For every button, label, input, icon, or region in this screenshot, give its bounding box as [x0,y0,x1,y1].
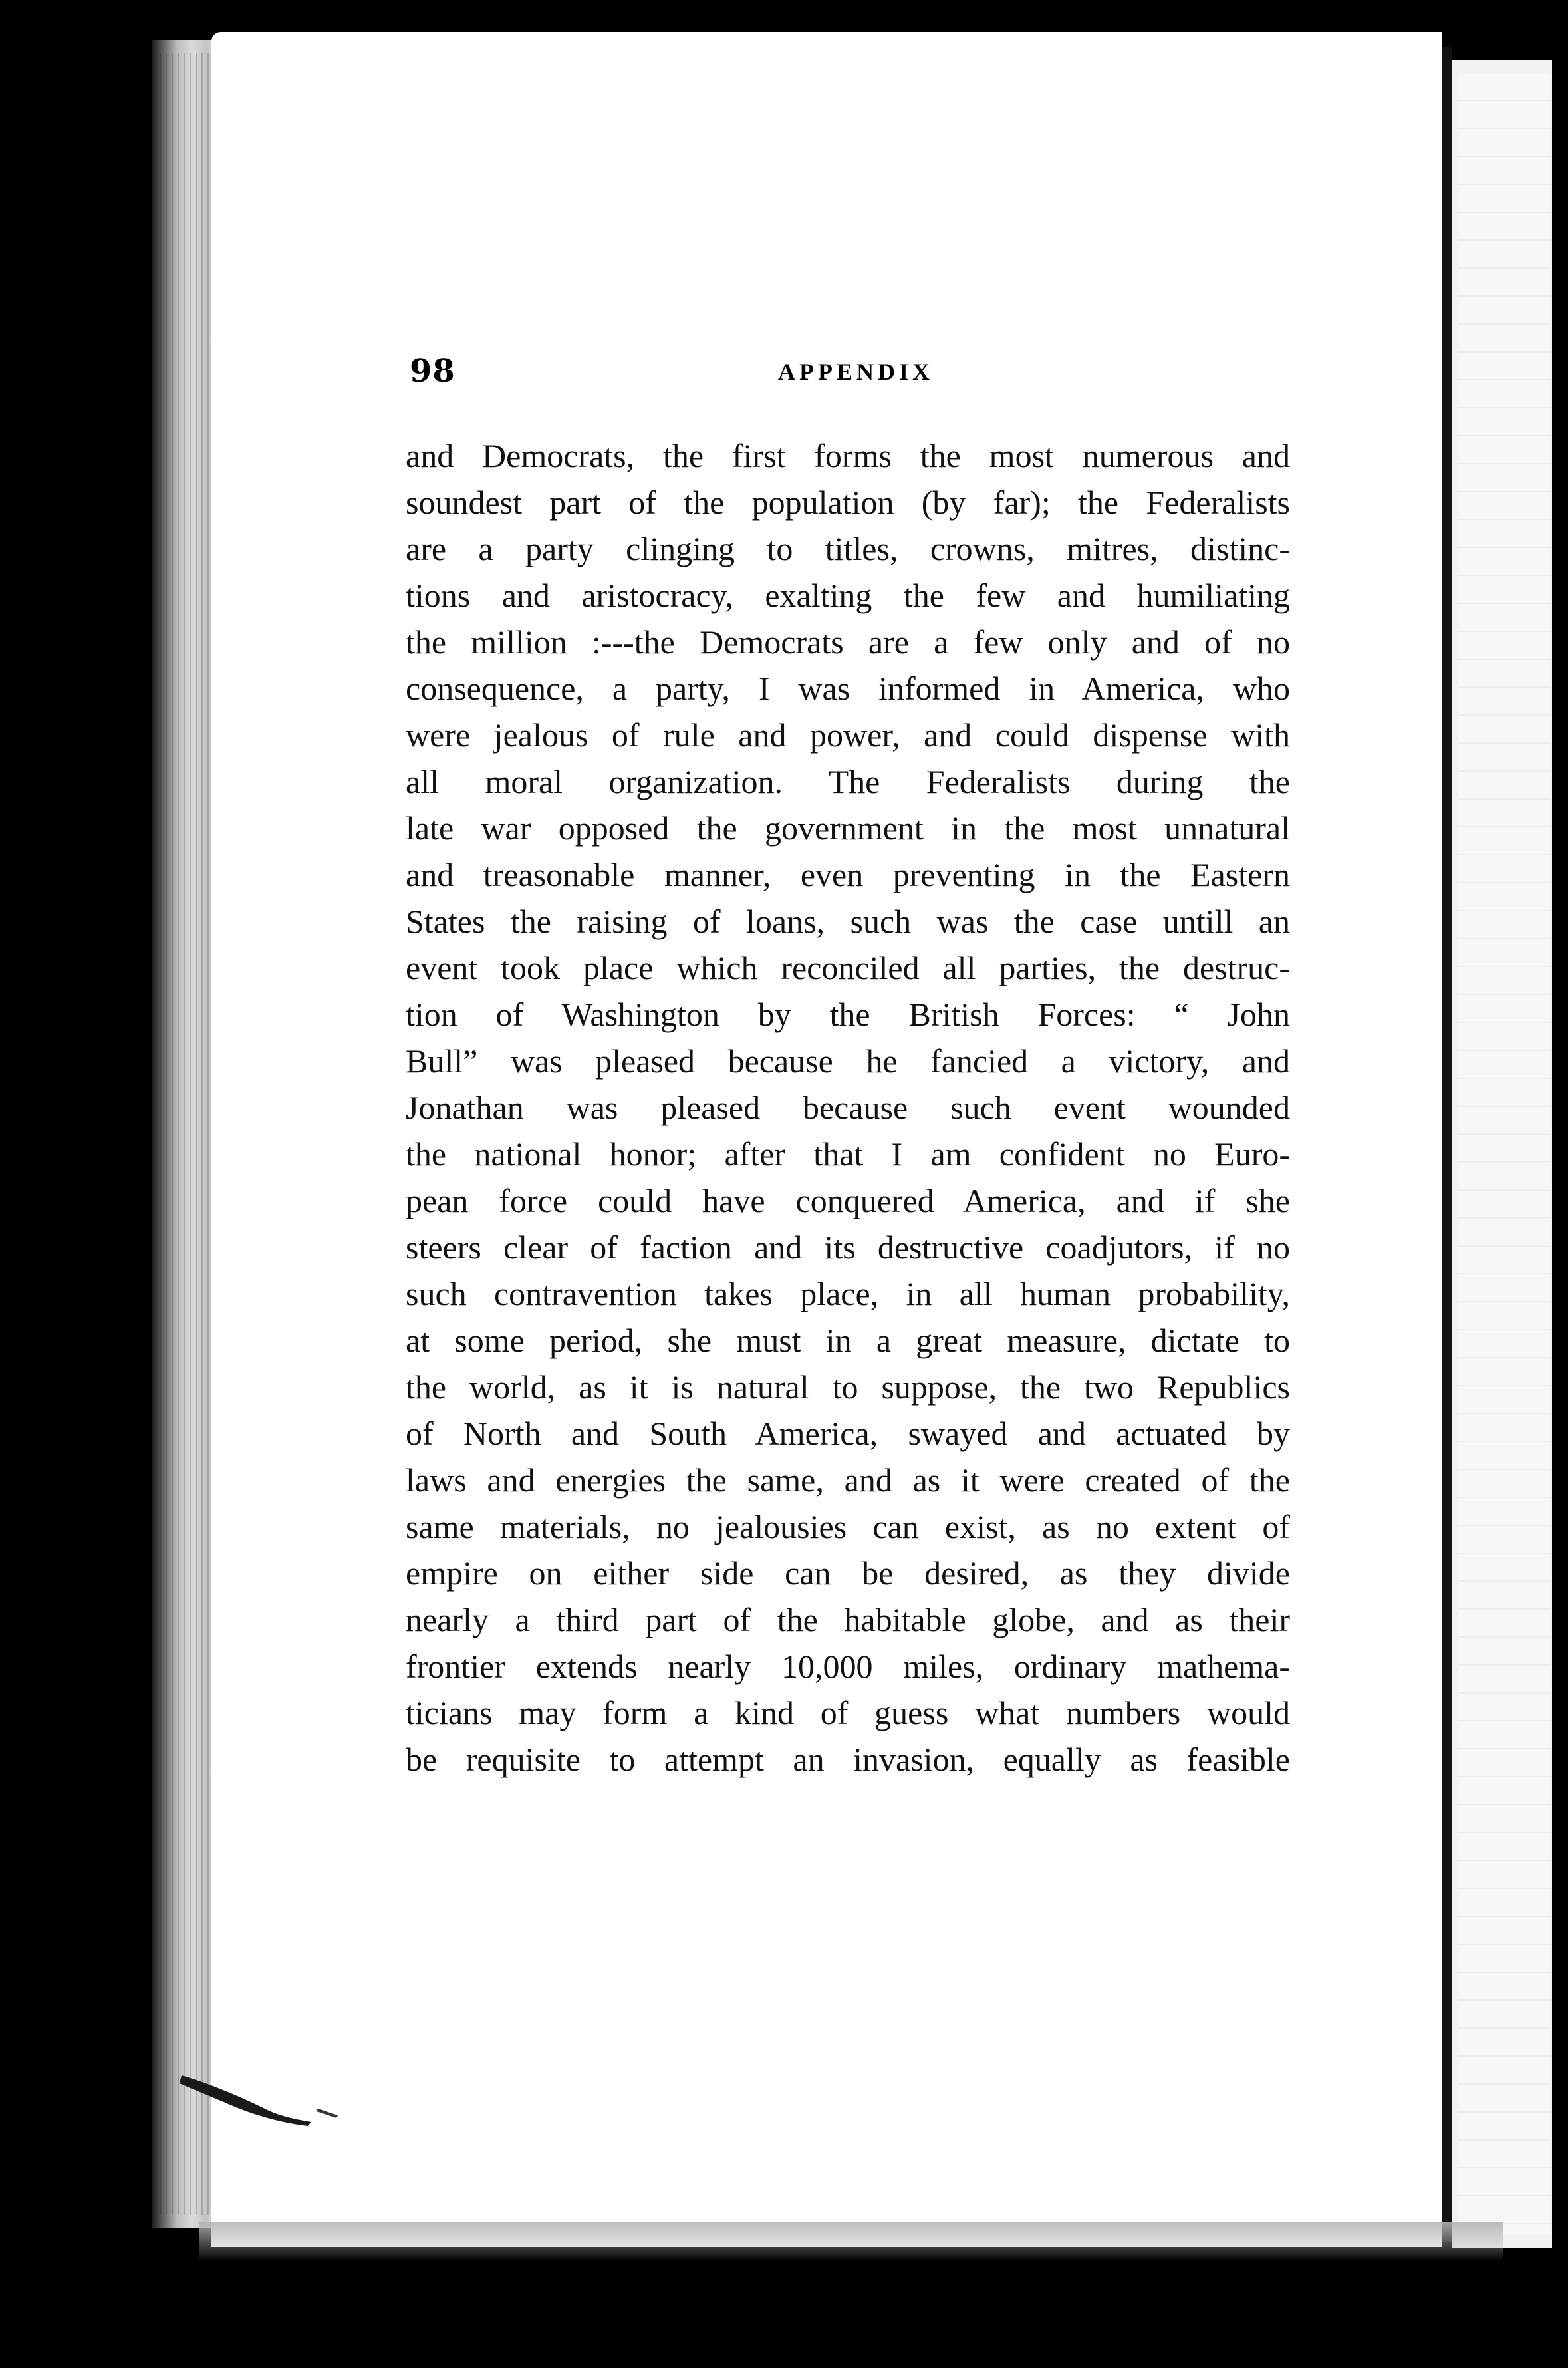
text-line: nearly a third part of the habitable globe, and as their [406,1601,1290,1638]
text-line: such contravention takes place, in all human probability, [406,1275,1290,1312]
text-line: of North and South America, swayed and actuated by [406,1415,1290,1452]
text-line: all moral organization. The Federalists during the [406,763,1290,800]
text-line: Bull” was pleased because he fancied a victory, and [406,1042,1290,1080]
text-line: frontier extends nearly 10,000 miles, ordinary mathema- [406,1648,1290,1685]
text-line: consequence, a party, I was informed in America, who [406,670,1290,707]
text-line: tions and aristocracy, exalting the few and humiliating [406,577,1290,614]
page-number: 98 [410,353,456,390]
text-line: be requisite to attempt an invasion, equally as feasible [406,1741,1290,1778]
text-line: steers clear of faction and its destructive coadjutors, if no [406,1229,1290,1266]
text-line: were jealous of rule and power, and could dispense with [406,716,1290,754]
body-text [406,432,1290,1789]
text-line: laws and energies the same, and as it were created of the [406,1461,1290,1499]
text-line: same materials, no jealousies can exist, as no extent of [406,1508,1290,1545]
text-line: empire on either side can be desired, as they divide [406,1554,1290,1592]
text-line: soundest part of the population (by far); the Federalists [406,484,1290,521]
text-line: pean force could have conquered America, and if she [406,1182,1290,1219]
text-line: the million :---the Democrats are a few only and of no [406,623,1290,661]
gutter-rule [1442,47,1452,2242]
section-title: APPENDIX [778,359,934,385]
text-line: are a party clinging to titles, crowns, mitres, distinc- [406,530,1290,567]
text-line: Jonathan was pleased because such event wounded [406,1089,1290,1126]
page-edge-texture [160,53,219,2215]
text-line: at some period, she must in a great measure, dictate to [406,1322,1290,1359]
text-line: late war opposed the government in the most unnatural [406,810,1290,847]
text-line: the national honor; after that I am confident no Euro- [406,1135,1290,1173]
text-line: and Democrats, the first forms the most numerous and [406,437,1290,474]
text-line: and treasonable manner, even preventing in the Eastern [406,856,1290,893]
facing-page-texture [1458,73,1551,2235]
running-head [410,353,1301,392]
text-line: tion of Washington by the British Forces: “ John [406,996,1290,1033]
text-line: the world, as it is natural to suppose, the two Republics [406,1368,1290,1406]
bottom-edge-shadow [199,2222,1503,2262]
ink-smudge [178,2069,351,2129]
text-line: ticians may form a kind of guess what numbers would [406,1694,1290,1731]
text-line: event took place which reconciled all parties, the destruc- [406,949,1290,986]
text-line: States the raising of loans, such was the case untill an [406,903,1290,940]
